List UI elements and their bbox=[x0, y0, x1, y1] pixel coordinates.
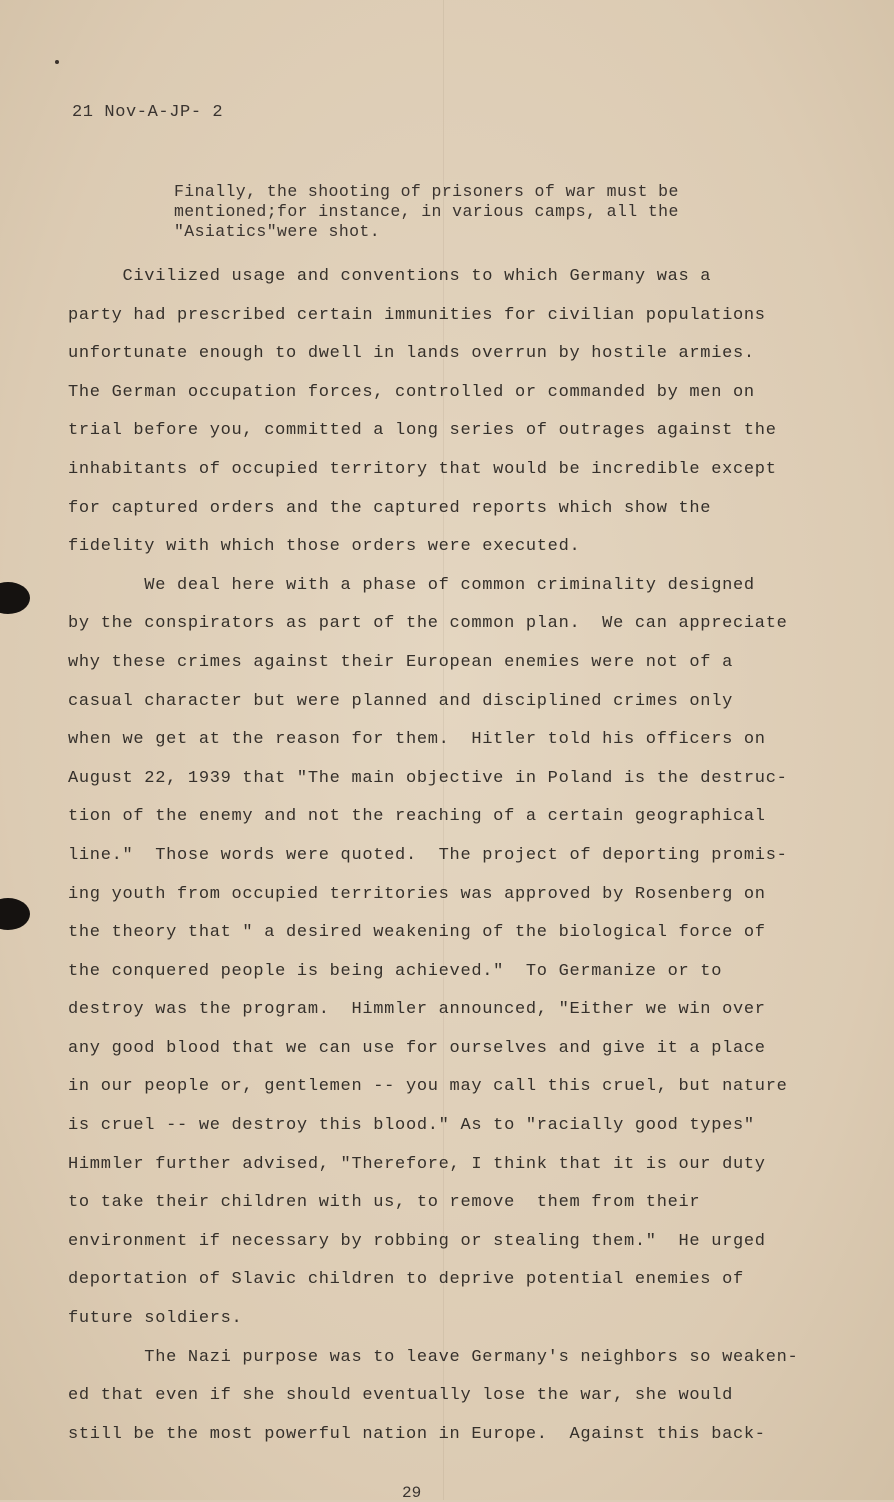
quoted-passage bbox=[174, 182, 774, 242]
text-line: environment if necessary by robbing or stealing them." He urged bbox=[68, 1231, 766, 1251]
text-line: for captured orders and the captured reports which show the bbox=[68, 498, 712, 518]
text-line: the conquered people is being achieved." To Germanize or to bbox=[68, 961, 723, 981]
text-line: why these crimes against their European enemies were not of a bbox=[68, 652, 734, 672]
text-line: any good blood that we can use for ourselves and give it a place bbox=[68, 1038, 766, 1058]
text-line: The German occupation forces, controlled or commanded by men on bbox=[68, 382, 755, 402]
text-line: is cruel -- we destroy this blood." As to "racially good types" bbox=[68, 1116, 755, 1136]
text-line: ed that even if she should eventually lose the war, she would bbox=[68, 1386, 734, 1406]
text-line: destroy was the program. Himmler announced, "Either we win over bbox=[68, 1000, 766, 1020]
text-line: when we get at the reason for them. Hitler told his officers on bbox=[68, 730, 766, 750]
text-line: Himmler further advised, "Therefore, I think that it is our duty bbox=[68, 1154, 766, 1174]
text-line: tion of the enemy and not the reaching of a certain geographical bbox=[68, 807, 766, 827]
text-line: the theory that " a desired weakening of the biological force of bbox=[68, 923, 766, 943]
paragraph-nazi-purpose bbox=[68, 1339, 848, 1455]
paragraph-common-criminality bbox=[68, 567, 848, 1339]
text-line: to take their children with us, to remove them from their bbox=[68, 1193, 701, 1213]
text-line: fidelity with which those orders were executed. bbox=[68, 537, 581, 557]
page-number: 29 bbox=[402, 1484, 422, 1502]
text-line: by the conspirators as part of the common plan. We can appreciate bbox=[68, 614, 788, 634]
page-header: 21 Nov-A-JP- 2 bbox=[72, 103, 224, 122]
text-line: The Nazi purpose was to leave Germany's neighbors so weaken- bbox=[68, 1347, 799, 1367]
quote-line: Finally, the shooting of prisoners of war must be bbox=[174, 182, 679, 201]
text-line: inhabitants of occupied territory that would be incredible except bbox=[68, 459, 777, 479]
text-line: ing youth from occupied territories was approved by Rosenberg on bbox=[68, 884, 766, 904]
text-line: August 22, 1939 that "The main objective in Poland is the destruc- bbox=[68, 768, 788, 788]
text-line: unfortunate enough to dwell in lands overrun by hostile armies. bbox=[68, 344, 755, 364]
text-line: trial before you, committed a long series of outrages against the bbox=[68, 421, 777, 441]
body-text bbox=[68, 258, 848, 1454]
text-line: future soldiers. bbox=[68, 1309, 243, 1329]
text-line: still be the most powerful nation in Europe. Against this back- bbox=[68, 1424, 766, 1444]
text-line: party had prescribed certain immunities for civilian populations bbox=[68, 305, 766, 325]
punch-hole-upper bbox=[0, 582, 30, 614]
text-line: line." Those words were quoted. The project of deporting promis- bbox=[68, 845, 788, 865]
quote-line: "Asiatics"were shot. bbox=[174, 222, 381, 241]
text-line: deportation of Slavic children to deprive potential enemies of bbox=[68, 1270, 744, 1290]
text-line: casual character but were planned and disciplined crimes only bbox=[68, 691, 734, 711]
text-line: in our people or, gentlemen -- you may call this cruel, but nature bbox=[68, 1077, 788, 1097]
quote-line: mentioned;for instance, in various camps, all the bbox=[174, 202, 679, 221]
punch-hole-lower bbox=[0, 898, 30, 930]
text-line: Civilized usage and conventions to which Germany was a bbox=[68, 267, 712, 286]
paragraph-civilized-usage bbox=[68, 258, 848, 567]
text-line: We deal here with a phase of common criminality designed bbox=[68, 575, 755, 595]
ink-speck bbox=[55, 60, 59, 64]
